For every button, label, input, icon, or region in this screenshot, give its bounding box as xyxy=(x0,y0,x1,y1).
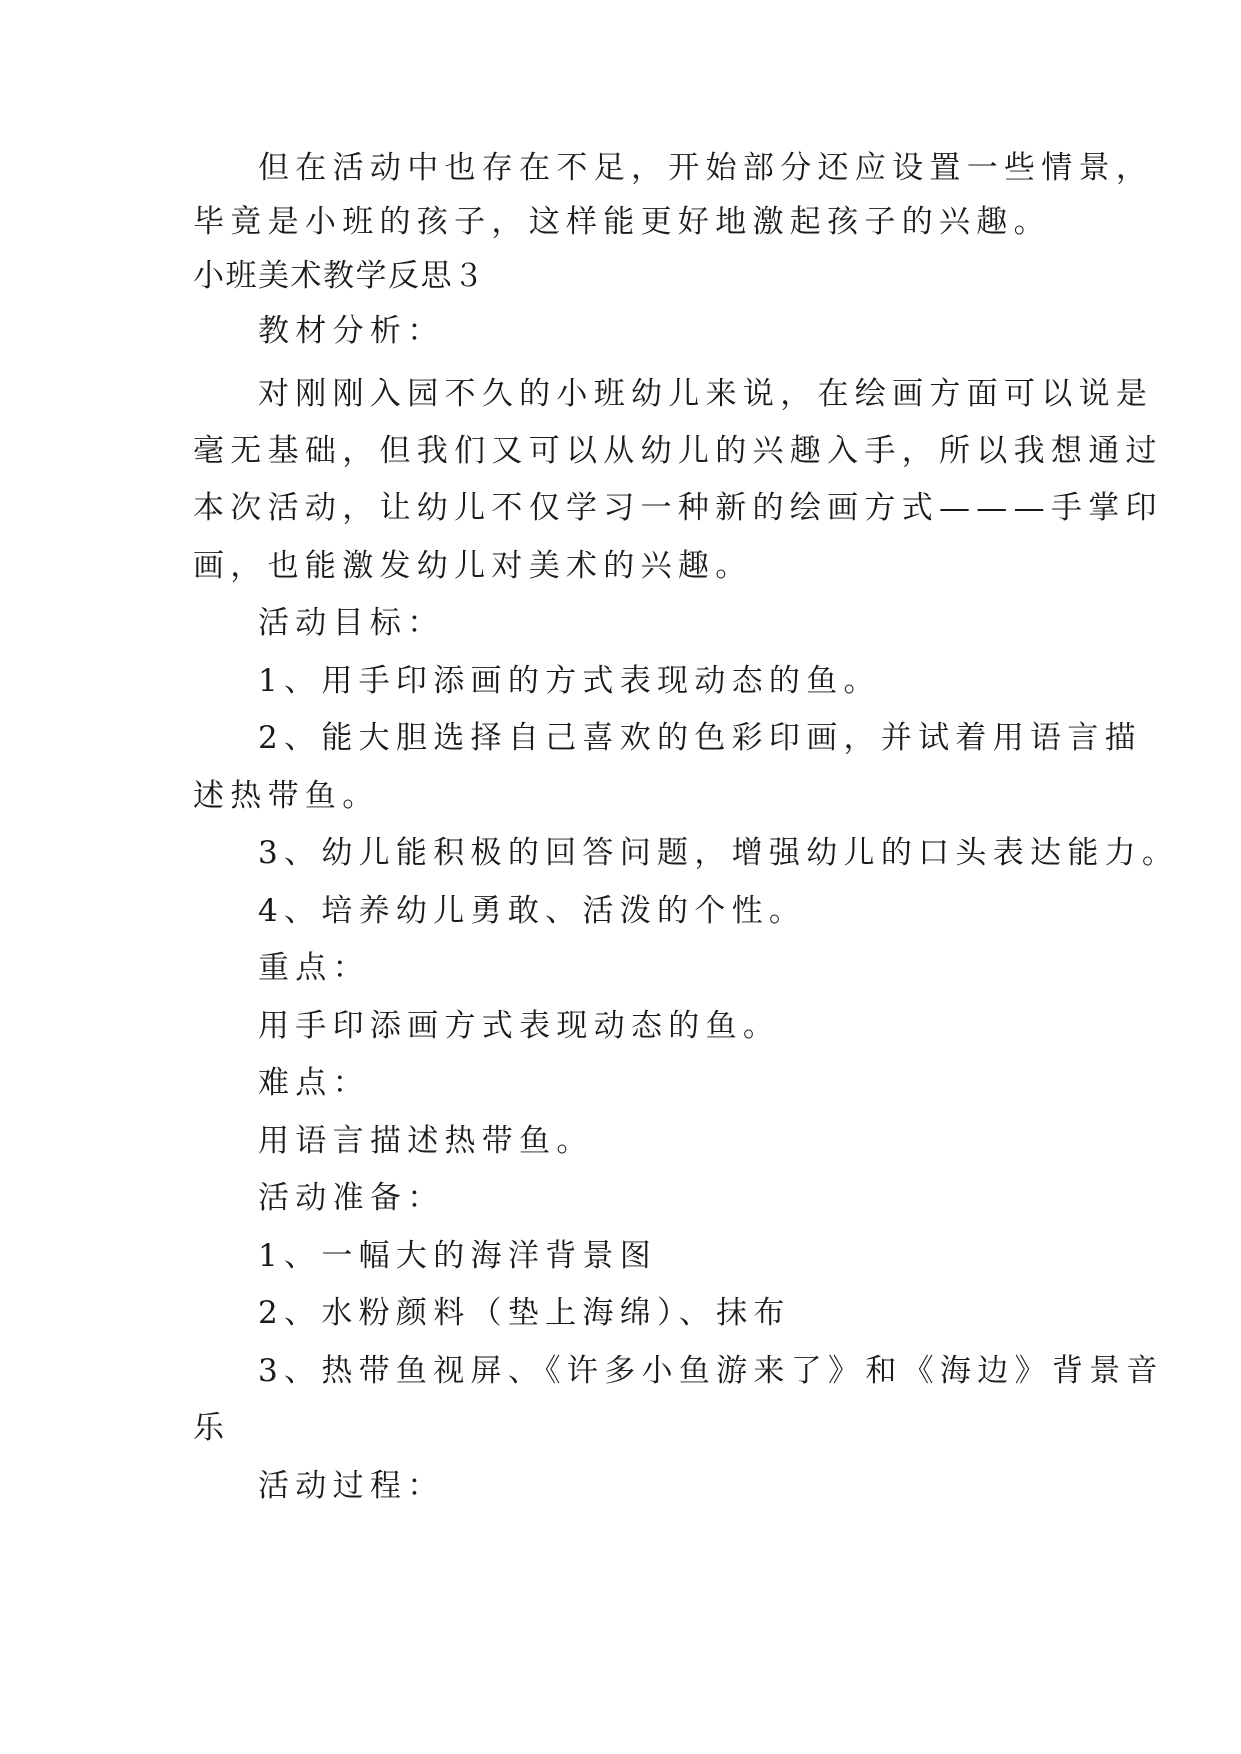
list-item: 1、用手印添画的方式表现动态的鱼。 xyxy=(258,663,881,699)
paragraph-line: 画，也能激发幼儿对美术的兴趣。 xyxy=(193,548,753,584)
subheading-difficulty: 难点： xyxy=(258,1065,370,1101)
subheading-activity-process: 活动过程： xyxy=(258,1468,445,1504)
paragraph-line: 但在活动中也存在不足，开始部分还应设置一些情景， xyxy=(258,150,1154,186)
list-item: 4、培养幼儿勇敢、活泼的个性。 xyxy=(258,893,807,929)
subheading-key-point: 重点： xyxy=(258,950,370,986)
subheading-activity-goals: 活动目标： xyxy=(258,605,445,641)
list-item: 3、热带鱼视屏、《许多小鱼游来了》和《海边》背景音 xyxy=(258,1353,1164,1389)
paragraph-line: 毕竟是小班的孩子，这样能更好地激起孩子的兴趣。 xyxy=(193,204,1051,240)
subheading-activity-preparation: 活动准备： xyxy=(258,1180,445,1216)
paragraph-line: 本次活动，让幼儿不仅学习一种新的绘画方式———手掌印 xyxy=(193,490,1163,526)
list-item: 1、一幅大的海洋背景图 xyxy=(258,1238,658,1274)
paragraph-line: 用手印添画方式表现动态的鱼。 xyxy=(258,1008,781,1044)
list-item-continuation: 述热带鱼。 xyxy=(193,778,380,814)
paragraph-line: 对刚刚入园不久的小班幼儿来说，在绘画方面可以说是 xyxy=(258,376,1154,412)
list-item-continuation: 乐 xyxy=(193,1410,231,1446)
list-item: 2、能大胆选择自己喜欢的色彩印画，并试着用语言描 xyxy=(258,720,1142,756)
paragraph-line: 毫无基础，但我们又可以从幼儿的兴趣入手，所以我想通过 xyxy=(193,433,1163,469)
list-item: 3、幼儿能积极的回答问题，增强幼儿的口头表达能力。 xyxy=(258,835,1180,871)
list-item: 2、水粉颜料（垫上海绵）、抹布 xyxy=(258,1295,791,1331)
paragraph-line: 用语言描述热带鱼。 xyxy=(258,1123,594,1159)
section-heading: 小班美术教学反思３ xyxy=(193,258,486,294)
subheading-materials-analysis: 教材分析： xyxy=(258,313,445,349)
